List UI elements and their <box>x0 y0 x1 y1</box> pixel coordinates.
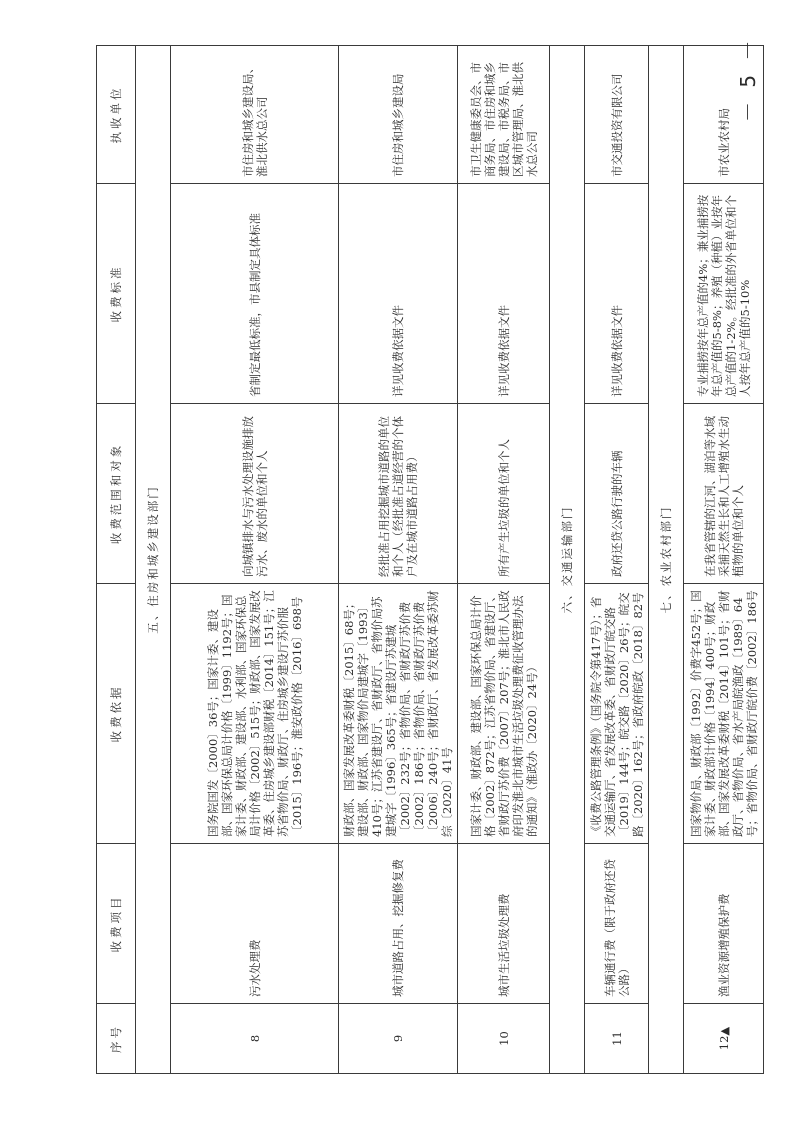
row-item: 车辆通行费（限于政府还贷公路） <box>585 844 649 1004</box>
row-scope: 向城镇排水与污水处理设施排放污水、废水的单位和个人 <box>171 404 339 584</box>
row-no: 11 <box>585 1004 649 1074</box>
section-title-agriculture: 七、农业农村部门 <box>649 46 684 1074</box>
page-number: － 5 － <box>736 36 760 122</box>
table-row <box>339 46 458 1074</box>
header-unit: 执收单位 <box>97 46 136 184</box>
row-unit: 市住房和城乡建设局、淮北供水总公司 <box>171 46 339 184</box>
row-standard: 详见收费依据文件 <box>458 184 550 404</box>
header-row <box>97 46 136 1074</box>
row-standard: 专业捕捞按年总产值的4%；兼业捕捞按年总产值的5-8%；养殖（种植）业按年总产值的1-2%。经批准的外省单位和个人按年总产值的5-10% <box>684 184 764 404</box>
row-no: 8 <box>171 1004 339 1074</box>
table-row <box>585 46 649 1074</box>
row-unit: 市住房和城乡建设局 <box>339 46 458 184</box>
row-standard: 详见收费依据文件 <box>339 184 458 404</box>
row-standard: 省制定最低标准，市县制定具体标准 <box>171 184 339 404</box>
section-row <box>649 46 684 1074</box>
row-basis: 国家物价局、财政部〔1992〕价费字452号；国家计委、财政部计价格〔1994〕400号；财政部、国家发展改革委财税〔2014〕101号；省财政厅、省物价局、省水产局皖渔政〔1989〕64号；省物价局、省财政厅皖价费〔2002〕186号 <box>684 584 764 844</box>
table-row <box>684 46 764 1074</box>
header-standard: 收费标准 <box>97 184 136 404</box>
row-no: 10 <box>458 1004 550 1074</box>
row-basis: 财政部、国家发展改革委财税〔2015〕68号；建设部、财政部、国家物价局建城字〔1993〕410号；江苏省建设厅、省财政厅、省物价局苏建城字〔1996〕365号；省建设厅苏建城〔2002〕232号；省物价局、省财政厅苏价费〔2002〕186号；省物价局、省财政厅苏价费〔2006〕240号；省财政厅、省发展改革委苏财综〔2020〕41号 <box>339 584 458 844</box>
row-standard: 详见收费依据文件 <box>585 184 649 404</box>
row-no: 9 <box>339 1004 458 1074</box>
row-scope: 政府还贷公路行驶的车辆 <box>585 404 649 584</box>
row-unit: 市卫生健康委员会、市商务局、市住房和城乡建设局、市税务局、市区城市管理局、淮北供水总公司 <box>458 46 550 184</box>
row-scope: 经批准占用挖掘城市道路的单位和个人（经批准占道经营的个体户及在城市道路占用费） <box>339 404 458 584</box>
row-unit: 市交通投资有限公司 <box>585 46 649 184</box>
section-title-transport: 六、交通运输部门 <box>550 46 585 1074</box>
row-no: 12▲ <box>684 1004 764 1074</box>
section-title-housing: 五、住房和城乡建设部门 <box>136 46 171 1074</box>
header-item: 收费项目 <box>97 844 136 1004</box>
row-scope: 在我省管辖的江河、湖泊等水域采捕天然生长和人工增殖水生动植物的单位和个人 <box>684 404 764 584</box>
table-row <box>171 46 339 1074</box>
header-basis: 收费依据 <box>97 584 136 844</box>
row-item: 污水处理费 <box>171 844 339 1004</box>
header-no: 序号 <box>97 1004 136 1074</box>
row-item: 渔业资源增殖保护费 <box>684 844 764 1004</box>
row-basis: 《收费公路管理条例》（国务院令第417号）；省交通运输厅、省发展改革委、省财政厅皖交路〔2019〕144号；皖交路〔2020〕26号；皖交路〔2020〕162号；省政府皖政〔2018〕82号 <box>585 584 649 844</box>
section-row <box>136 46 171 1074</box>
row-item: 城市道路占用、挖掘修复费 <box>339 844 458 1004</box>
row-item: 城市生活垃圾处理费 <box>458 844 550 1004</box>
row-basis: 国务院国发〔2000〕36号；国家计委、建设部、国家环保总局计价格〔1999〕1192号；国家计委、财政部、建设部、水利部、国家环保总局计价格〔2002〕515号；财政部、国家发展改革委、住房城乡建设部财税〔2014〕151号；江苏省物价局、财政厅、住房城乡建设厅苏价服〔2015〕196号；淮安政价格〔2016〕698号 <box>171 584 339 844</box>
fee-table <box>96 45 764 1074</box>
section-row <box>550 46 585 1074</box>
row-basis: 国家计委、财政部、建设部、国家环保总局计价格〔2002〕872号；江苏省物价局、省建设厅、省财政厅苏价费〔2007〕207号；淮北市人民政府印发淮北市城市生活垃圾处理费征收管理办法的通知》（淮政办〔2020〕24号） <box>458 584 550 844</box>
table-row <box>458 46 550 1074</box>
row-unit: 市农业农村局 <box>684 46 764 184</box>
row-scope: 所有产生垃圾的单位和个人 <box>458 404 550 584</box>
header-scope: 收费范围和对象 <box>97 404 136 584</box>
